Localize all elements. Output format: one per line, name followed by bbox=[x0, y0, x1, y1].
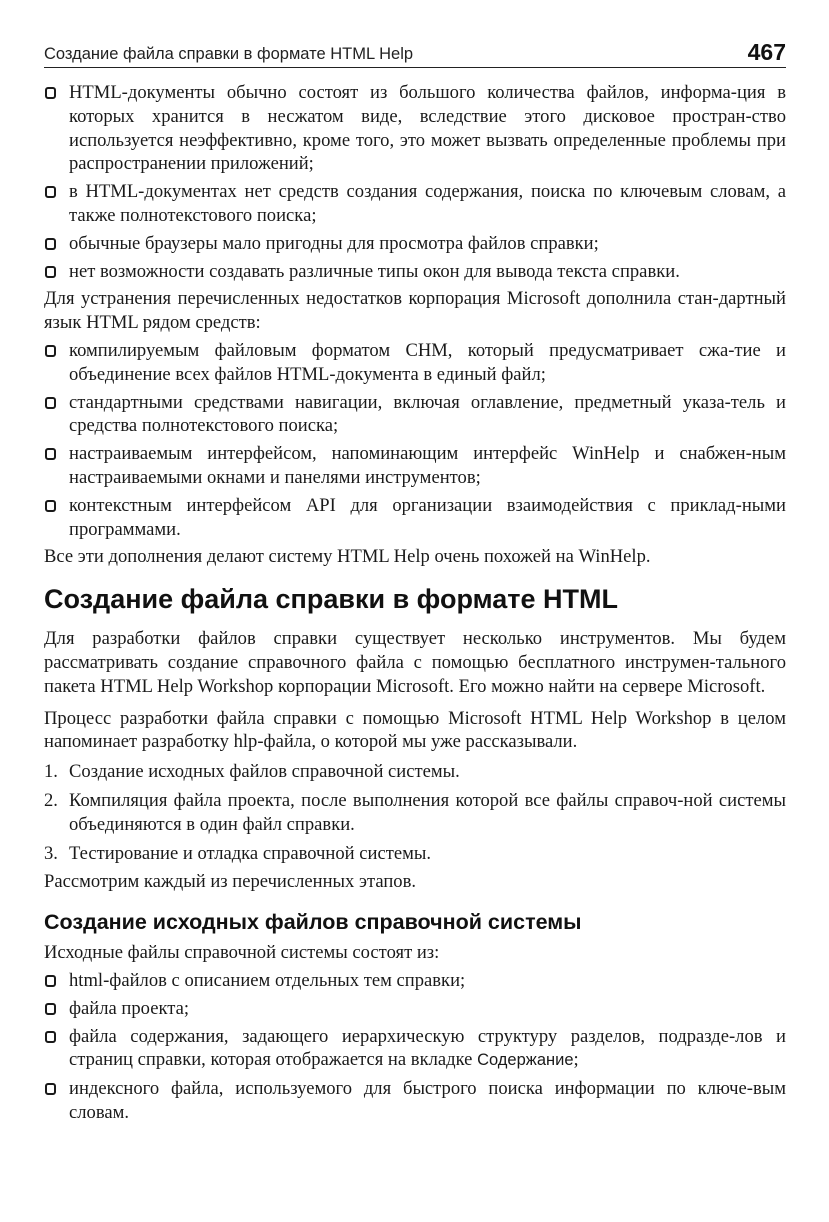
list-item-text: стандартными средствами навигации, включая оглавление, предметный указа-тель и средства полнотекстового поиска; bbox=[69, 391, 786, 437]
checkbox-bullet-icon bbox=[45, 397, 56, 409]
paragraph-summary: Все эти дополнения делают систему HTML Help очень похожей на WinHelp. bbox=[44, 546, 651, 568]
list-item bbox=[44, 260, 786, 284]
list-item bbox=[44, 391, 786, 439]
step-number: 3. bbox=[44, 842, 58, 864]
list-item-text: обычные браузеры мало пригодны для просмотра файлов справки; bbox=[69, 232, 599, 254]
list-item-text: html-файлов с описанием отдельных тем справки; bbox=[69, 969, 466, 991]
list-item-text: нет возможности создавать различные типы окон для вывода текста справки. bbox=[69, 260, 680, 282]
list-item-text: настраиваемым интерфейсом, напоминающим интерфейс WinHelp и снабжен-ным настраиваемыми окнами и панелями инструментов; bbox=[69, 443, 786, 488]
list-item bbox=[44, 232, 786, 256]
checkbox-bullet-icon bbox=[45, 1003, 56, 1015]
paragraph-extensions-intro: Для устранения перечисленных недостатков корпорация Microsoft дополнила стан-дартный язык HTML рядом средств: bbox=[44, 288, 786, 334]
step-number: 1. bbox=[44, 761, 58, 783]
list-item bbox=[44, 81, 786, 176]
step-number: 2. bbox=[44, 789, 58, 811]
checkbox-bullet-icon bbox=[45, 1083, 56, 1095]
list-item bbox=[44, 842, 786, 866]
list-item-text: индексного файла, используемого для быстрого поиска информации по ключе-вым словам. bbox=[69, 1078, 786, 1123]
checkbox-bullet-icon bbox=[45, 345, 56, 357]
page-number: 467 bbox=[747, 39, 786, 65]
page-body bbox=[44, 81, 786, 1125]
checkbox-bullet-icon bbox=[45, 448, 56, 460]
list-item-text: файла проекта; bbox=[69, 997, 190, 1019]
list-item bbox=[44, 1025, 786, 1074]
list-item-text: файла содержания, задающего иерархическую структуру разделов, подразде-лов и страниц справки, которая отображается на вкладке bbox=[69, 1025, 786, 1071]
list-item bbox=[44, 1077, 786, 1125]
checkbox-bullet-icon bbox=[45, 238, 56, 250]
step-text: Тестирование и отладка справочной системы. bbox=[69, 842, 431, 864]
list-item-text: контекстным интерфейсом API для организации взаимодействия с приклад-ными программами. bbox=[69, 494, 786, 540]
html-drawbacks-list bbox=[44, 81, 786, 283]
step-text: Компиляция файла проекта, после выполнения которой все файлы справоч-ной системы объединяются в один файл справки. bbox=[69, 789, 786, 835]
paragraph-tools: Для разработки файлов справки существует несколько инструментов. Мы будем рассматривать создание справочного файла с помощью бесплатного инструмен-тального пакета HTML Help Workshop корпорации Microsoft. Его можно найти на сервере Microsoft. bbox=[44, 628, 786, 697]
paragraph-review: Рассмотрим каждый из перечисленных этапов. bbox=[44, 871, 417, 893]
extensions-list bbox=[44, 339, 786, 541]
running-title: Создание файла справки в формате HTML Help bbox=[44, 45, 414, 63]
section-heading: Создание файла справки в формате HTML bbox=[44, 584, 618, 615]
list-item-text: HTML-документы обычно состоят из большого количества файлов, информа-ция в которых хранится в несжатом виде, вследствие этого дисковое простран-ство используется неэффективно, кроме того, это может вызвать определенные проблемы при распространении приложений; bbox=[69, 82, 786, 175]
checkbox-bullet-icon bbox=[45, 87, 56, 99]
running-header bbox=[44, 38, 786, 68]
paragraph-process: Процесс разработки файла справки с помощью Microsoft HTML Help Workshop в целом напоминает разработку hlp-файла, о которой мы уже рассказывали. bbox=[44, 707, 786, 753]
list-item bbox=[44, 789, 786, 837]
list-item-text: компилируемым файловым форматом CHM, который предусматривает сжа-тие и объединение всех файлов HTML-документа в единый файл; bbox=[69, 339, 786, 385]
checkbox-bullet-icon bbox=[45, 975, 56, 987]
list-item bbox=[44, 760, 786, 784]
steps-list bbox=[44, 760, 786, 865]
list-item-suffix: ; bbox=[573, 1049, 579, 1071]
paragraph-sources-intro: Исходные файлы справочной системы состоят из: bbox=[44, 942, 440, 964]
list-item-text: в HTML-документах нет средств создания содержания, поиска по ключевым словам, а также полнотекстового поиска; bbox=[69, 181, 786, 226]
list-item bbox=[44, 969, 786, 993]
checkbox-bullet-icon bbox=[45, 186, 56, 198]
list-item bbox=[44, 494, 786, 542]
contents-tab-name: Содержание bbox=[477, 1051, 574, 1070]
step-text: Создание исходных файлов справочной системы. bbox=[69, 761, 460, 783]
list-item bbox=[44, 997, 786, 1021]
list-item bbox=[44, 442, 786, 490]
subsection-heading: Создание исходных файлов справочной системы bbox=[44, 910, 582, 935]
source-files-list bbox=[44, 969, 786, 1125]
checkbox-bullet-icon bbox=[45, 500, 56, 512]
checkbox-bullet-icon bbox=[45, 266, 56, 278]
list-item bbox=[44, 180, 786, 228]
document-page bbox=[44, 38, 786, 1129]
checkbox-bullet-icon bbox=[45, 1031, 56, 1043]
list-item bbox=[44, 339, 786, 387]
